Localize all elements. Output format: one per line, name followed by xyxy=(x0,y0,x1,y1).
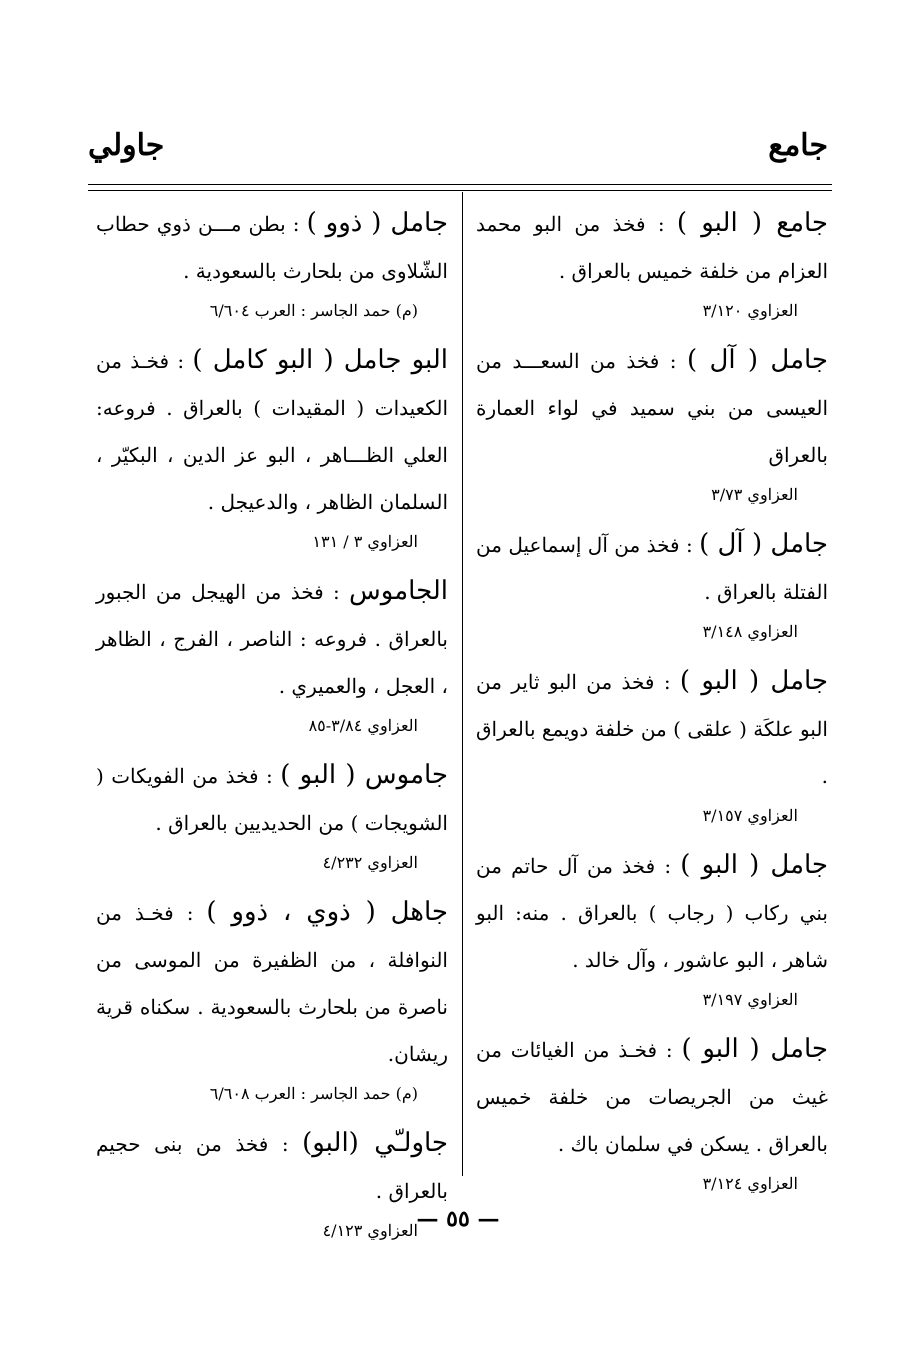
entry-source: العزاوي ٣/٨٤-٨٥ xyxy=(308,716,418,735)
entry-body: : فخذ من البو ثاير من البو علكَة ( علقى ) من خلفة دويمع بالعراق . xyxy=(476,670,828,788)
entry-body: : فخـذ من النوافلة ، من الظفيرة من الموسى من ناصرة من بلحارث بالسعودية . سكناه قرية ريشان. xyxy=(96,901,448,1066)
right-column xyxy=(476,200,828,1210)
entry xyxy=(476,1026,828,1198)
entry-source: العزاوي ٣/١٩٧ xyxy=(702,990,798,1009)
entry-source: العزاوي ٤/١٢٣ xyxy=(322,1221,418,1240)
entry-body: : بطن مـــن ذوي حطاب الشّلاوى من بلحارث بالسعودية . xyxy=(96,212,448,283)
entry-text xyxy=(476,658,828,800)
entry xyxy=(96,752,448,877)
entry-source: (م) حمد الجاسر : العرب ٦/٦٠٨ xyxy=(209,1084,418,1103)
left-column xyxy=(96,200,448,1257)
entry-text xyxy=(96,200,448,295)
entry-body: : فخذ من آل إسماعيل من الفتلة بالعراق . xyxy=(476,533,828,604)
entry-text xyxy=(476,521,828,616)
entry-head: البو جامل ( البو كامل ) xyxy=(192,345,449,375)
entry-head: جامل ( آل ) xyxy=(686,345,828,375)
entry-text xyxy=(96,752,448,847)
entry-head: جامل ( البو ) xyxy=(679,666,828,696)
entry xyxy=(476,200,828,325)
entry-body: : فخذ من السعـــد من العيسى من بني سميد في لواء العمارة بالعراق xyxy=(476,349,828,467)
entry-text xyxy=(96,889,448,1078)
entry-source: العزاوي ٣/١٢٤ xyxy=(702,1174,798,1193)
entry-source: العزاوي ٣/٧٣ xyxy=(711,485,798,504)
entry-text xyxy=(96,568,448,710)
entry xyxy=(476,521,828,646)
entry-body: : فخذ من بنى حجيم بالعراق . xyxy=(96,1132,448,1203)
entry-text xyxy=(96,1120,448,1215)
entry-source: العزاوي ٣/١٢٠ xyxy=(702,301,798,320)
entry-body: : فخذ من البو محمد العزام من خلفة خميس بالعراق . xyxy=(476,212,828,283)
header-rule-top xyxy=(88,184,832,185)
entry-text xyxy=(476,200,828,295)
entry xyxy=(476,842,828,1014)
entry-head: جامل ( ذوو ) xyxy=(306,208,448,238)
entry-head: جامل ( البو ) xyxy=(681,1034,828,1064)
entry-source: العزاوي ٣/١٤٨ xyxy=(702,622,798,641)
page-number: — ٥٥ — xyxy=(416,1206,500,1232)
entry xyxy=(96,200,448,325)
entry-head: جاهل ( ذوي ، ذوو ) xyxy=(206,897,449,927)
entry-head: جامع ( البو ) xyxy=(676,208,829,238)
entry xyxy=(96,337,448,556)
entry-head: جاولـّي (البو) xyxy=(302,1128,448,1158)
column-divider xyxy=(462,192,463,1176)
entry-head: جامل ( البو ) xyxy=(680,850,828,880)
entry xyxy=(476,658,828,830)
entry-source: العزاوي ٤/٢٣٢ xyxy=(322,853,418,872)
entry-source: العزاوي ٣/١٥٧ xyxy=(702,806,798,825)
entry-body: : فخـذ من الغيائات من غيث من الجريصات من خلفة خميس بالعراق . يسكن في سلمان باك . xyxy=(476,1038,828,1156)
entry xyxy=(96,889,448,1108)
entry-head: الجاموس xyxy=(349,576,448,606)
entry-head: جاموس ( البو ) xyxy=(280,760,448,790)
entry-head: جامل ( آل ) xyxy=(699,529,828,559)
entry xyxy=(96,568,448,740)
entry-text xyxy=(476,842,828,984)
header-rule-bottom xyxy=(88,190,832,191)
right-guide-word: جامع xyxy=(768,128,828,163)
entry-text xyxy=(96,337,448,526)
left-guide-word: جاولي xyxy=(88,128,165,163)
entry-body: : فخـذ من الكعيدات ( المقيدات ) بالعراق . فروعه: العلي الظـــاهر ، البو عز الدين ، البكيّر ، السلمان الظاهر ، والدعيجل . xyxy=(96,349,448,514)
entry-source: العزاوي ٣ / ١٣١ xyxy=(312,532,418,551)
entry-text xyxy=(476,337,828,479)
entry-body: : فخذ من الهيجل من الجبور بالعراق . فروعه : الناصر ، الفرج ، الظاهر ، العجل ، والعميري . xyxy=(96,580,448,698)
entry-body: : فخذ من آل حاتم من بني ركاب ( رجاب ) بالعراق . منه: البو شاهر ، البو عاشور ، وآل خالد . xyxy=(476,854,828,972)
entry xyxy=(476,337,828,509)
entry-text xyxy=(476,1026,828,1168)
entry-source: (م) حمد الجاسر : العرب ٦/٦٠٤ xyxy=(209,301,418,320)
entry-body: : فخذ من الفويكات ( الشويجات ) من الحديديين بالعراق . xyxy=(96,764,448,835)
